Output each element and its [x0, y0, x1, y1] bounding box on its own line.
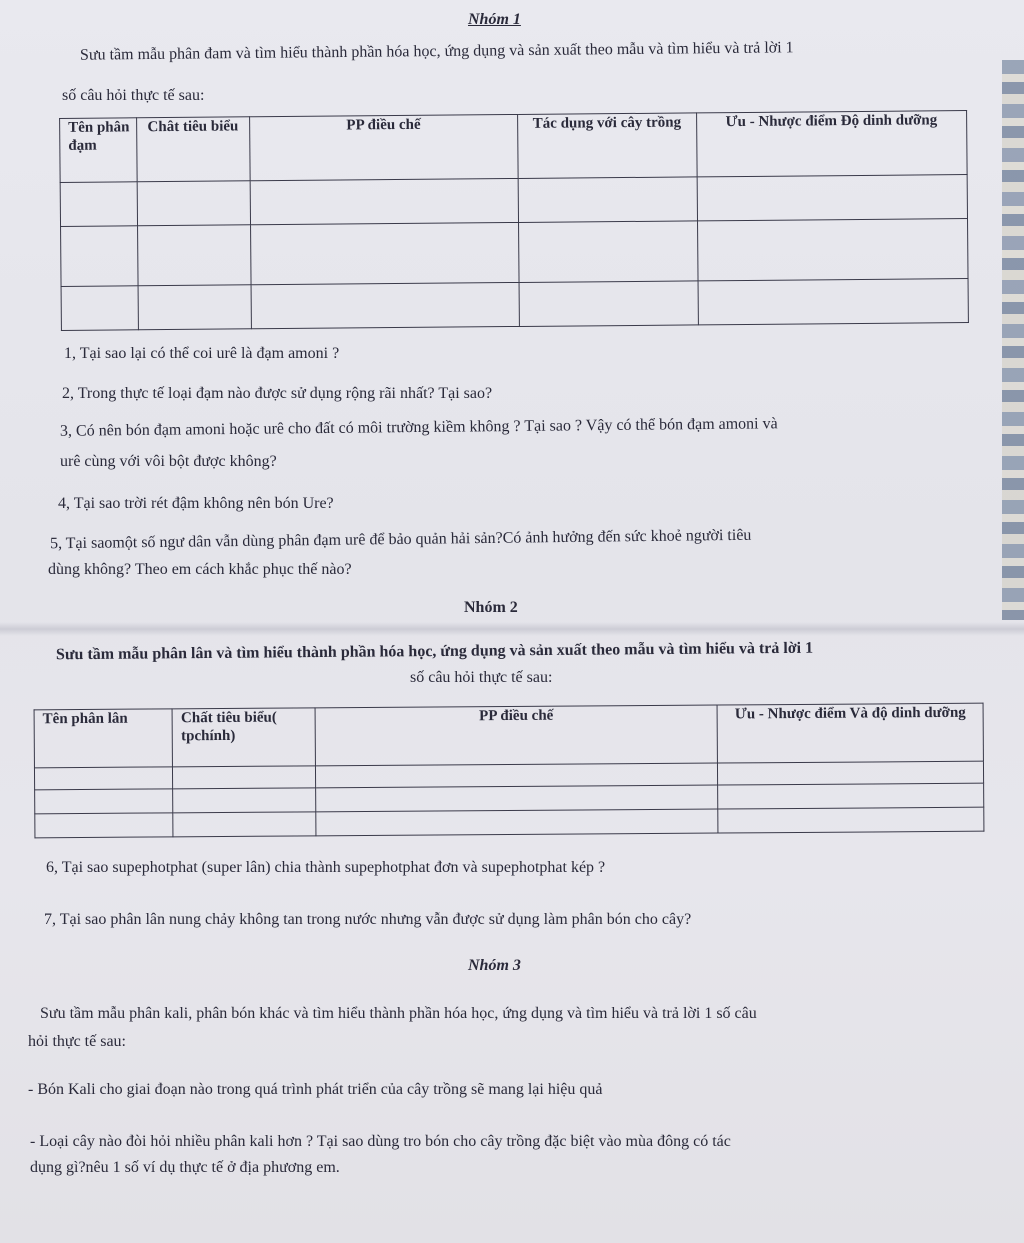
group3-intro-line2: hỏi thực tế sau: [28, 1033, 126, 1050]
group2-col-name: Tên phân lân [34, 709, 173, 768]
group2-table [34, 703, 985, 839]
group1-col-pros-cons: Ưu - Nhược điểm Độ dinh dưỡng [696, 111, 967, 177]
question-1: 1, Tại sao lại có thể coi urê là đạm amoni ? [64, 345, 340, 362]
group3-question-2-line2: dụng gì?nêu 1 số ví dụ thực tế ở địa phương em. [30, 1159, 340, 1176]
group1-table [59, 110, 969, 331]
group3-heading: Nhóm 3 [468, 957, 521, 974]
group2-heading: Nhóm 2 [464, 599, 518, 616]
group2-intro-line1: Sưu tầm mẫu phân lân và tìm hiểu thành phần hóa học, ứng dụng và sản xuất theo mẫu và tìm hiểu và trả lời 1 [55, 639, 814, 664]
question-2: 2, Trong thực tế loại đạm nào được sử dụng rộng rãi nhất? Tại sao? [62, 385, 493, 402]
group2-col-substance: Chất tiêu biểu( tpchính) [172, 708, 315, 767]
group2-intro-line2: số câu hỏi thực tế sau: [410, 669, 553, 686]
group3-question-2-line1: - Loại cây nào đòi hỏi nhiều phân kali hơn ? Tại sao dùng tro bón cho cây trồng đặc biệt vào mùa đông có tác [30, 1133, 731, 1150]
question-5-line1: 5, Tại saomột số ngư dân vẫn dùng phân đạm urê để bảo quản hải sản?Có ảnh hưởng đến sức khoẻ người tiêu [49, 526, 752, 553]
question-4: 4, Tại sao trời rét đậm không nên bón Ure? [58, 495, 334, 512]
question-5-line2: dùng không? Theo em cách khắc phục thế nào? [48, 561, 352, 578]
group1-col-name: Tên phân đạm [60, 118, 137, 183]
background-fabric-edge [1002, 60, 1024, 620]
group1-table-row [61, 219, 968, 287]
group2-col-method: PP điều chế [315, 705, 718, 766]
group2-col-pros-cons: Ưu - Nhược điểm Và độ dinh dưỡng [717, 703, 983, 763]
group1-intro-line1: Sưu tầm mẫu phân đam và tìm hiểu thành phần hóa học, ứng dụng và sản xuất theo mẫu và tìm hiểu và trả lời 1 [79, 39, 794, 64]
group1-intro-line2: số câu hỏi thực tế sau: [62, 87, 205, 104]
group1-col-effect: Tác dụng với cây trồng [518, 113, 697, 179]
group1-table-row [61, 279, 968, 331]
group1-heading: Nhóm 1 [468, 11, 521, 28]
group3-intro-line1: Sưu tầm mẫu phân kali, phân bón khác và tìm hiểu thành phần hóa học, ứng dụng và tìm hiểu và trả lời 1 số câu [40, 1005, 757, 1022]
group1-col-method: PP điều chế [249, 114, 518, 180]
group3-question-1: - Bón Kali cho giai đoạn nào trong quá trình phát triển của cây trồng sẽ mang lại hiệu quả [28, 1081, 603, 1098]
group1-col-substance: Chât tiêu biểu [136, 117, 249, 182]
question-3-line2: urê cùng với vôi bột được không? [60, 453, 277, 470]
question-6: 6, Tại sao supephotphat (super lân) chia thành supephotphat đơn và supephotphat kép ? [46, 859, 606, 876]
group1-table-row [60, 175, 967, 227]
question-3-line1: 3, Có nên bón đạm amoni hoặc urê cho đất có môi trường kiềm không ? Tại sao ? Vậy có thể bón đạm amoni và [59, 415, 778, 440]
paper-fold [0, 622, 1024, 636]
question-7: 7, Tại sao phân lân nung chảy không tan trong nước nhưng vẫn được sử dụng làm phân bón cho cây? [44, 911, 692, 928]
